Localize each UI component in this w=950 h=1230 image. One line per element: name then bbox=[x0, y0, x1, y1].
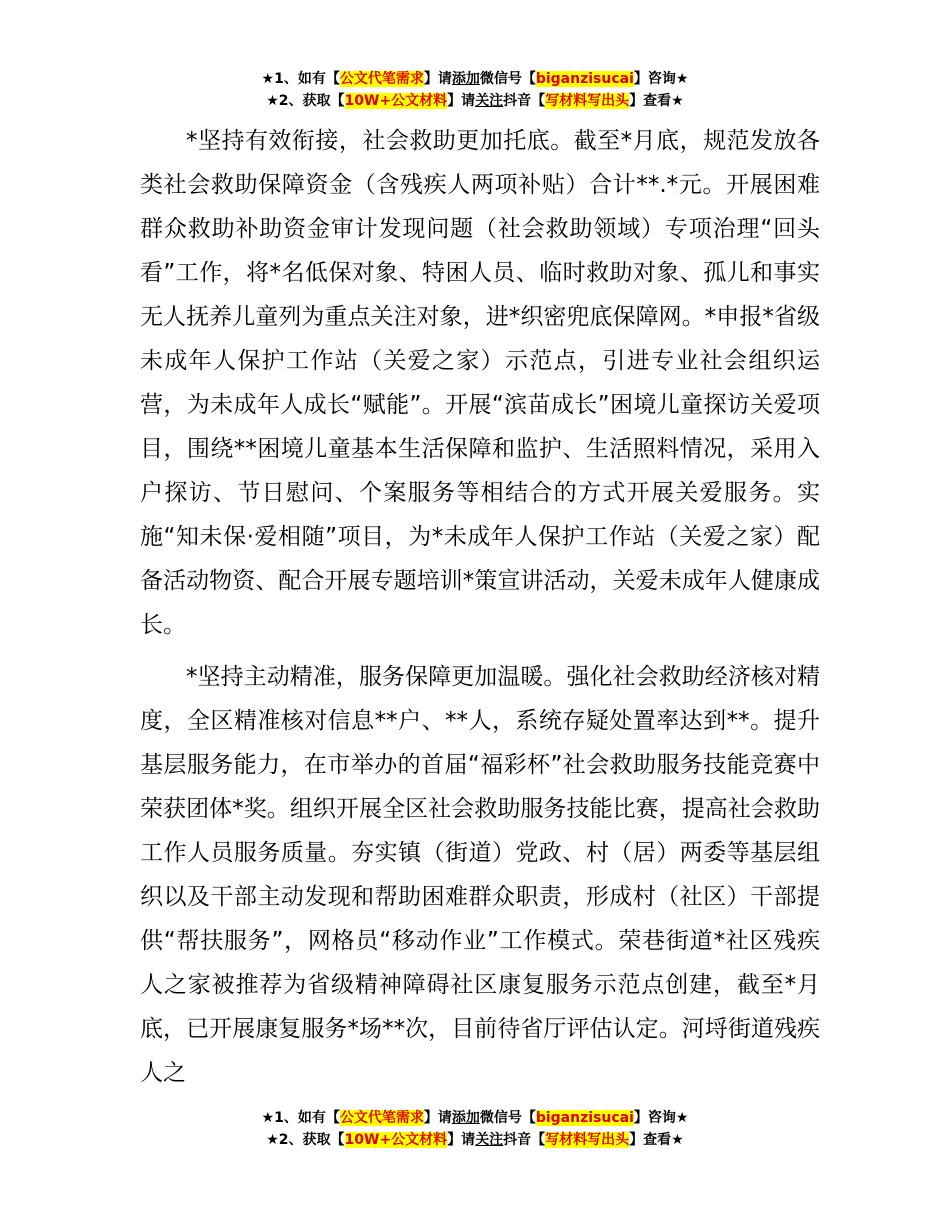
highlighted-douyin-account: 写材料写出头 bbox=[545, 93, 630, 109]
highlighted-materials: 10W+公文材料 bbox=[344, 93, 448, 109]
promo-text: ★1、如有【 bbox=[261, 1110, 340, 1126]
underlined-action: 关注 bbox=[475, 1132, 504, 1148]
highlighted-materials: 10W+公文材料 bbox=[344, 1132, 448, 1148]
promo-text: 微信号【 bbox=[479, 71, 536, 87]
promo-text: 】咨询★ bbox=[633, 71, 689, 87]
promo-line-1 bbox=[0, 1107, 950, 1129]
highlighted-service: 公文代笔需求 bbox=[339, 1110, 424, 1126]
highlighted-service: 公文代笔需求 bbox=[339, 71, 424, 87]
promo-text: 】请 bbox=[447, 93, 476, 109]
highlighted-wechat-id: biganzisucai bbox=[535, 1110, 634, 1126]
promo-text: ★2、获取【 bbox=[266, 1132, 345, 1148]
underlined-action: 关注 bbox=[475, 93, 504, 109]
promo-text: ★2、获取【 bbox=[266, 93, 345, 109]
promo-text: ★1、如有【 bbox=[261, 71, 340, 87]
promo-text: 抖音【 bbox=[503, 1132, 546, 1148]
highlighted-wechat-id: biganzisucai bbox=[535, 71, 634, 87]
promo-text: 】查看★ bbox=[629, 1132, 684, 1148]
body-paragraph-1: *坚持有效衔接，社会救助更加托底。截至*月底，规范发放各类社会救助保障资金（含残疾人两项补贴）合计**.*元。开展困难群众救助补助资金审计发现问题（社会救助领域）专项治理“回头看”工作，将*名低保对象、特困人员、临时救助对象、孤儿和事实无人抚养儿童列为重点关注对象，进*织密兜底保障网。*申报*省级未成年人保护工作站（关爱之家）示范点，引进专业社会组织运营，为未成年人成长“赋能”。开展“滨苗成长”困境儿童探访关爱项目，围绕**困境儿童基本生活保障和监护、生活照料情况，采用入户探访、节日慰问、个案服务等相结合的方式开展关爱服务。实施“知未保·爱相随”项目，为*未成年人保护工作站（关爱之家）配备活动物资、配合开展专题培训*策宣讲活动，关爱未成年人健康成长。 bbox=[140, 128, 820, 638]
promo-line-1 bbox=[0, 68, 950, 90]
underlined-action: 添加 bbox=[451, 71, 480, 87]
promo-text: 】咨询★ bbox=[633, 1110, 689, 1126]
promo-text: 抖音【 bbox=[503, 93, 546, 109]
top-promo-banner bbox=[0, 68, 950, 112]
document-body bbox=[140, 119, 820, 1095]
body-paragraph-2: *坚持主动精准，服务保障更加温暖。强化社会救助经济核对精度，全区精准核对信息**户、**人，系统存疑处置率达到**。提升基层服务能力，在市举办的首届“福彩杯”社会救助服务技能竞赛中荣获团体*奖。组织开展全区社会救助服务技能比赛，提高社会救助工作人员服务质量。夯实镇（街道）党政、村（居）两委等基层组织以及干部主动发现和帮助困难群众职责，形成村（社区）干部提供“帮扶服务”，网格员“移动作业”工作模式。荣巷街道*社区残疾人之家被推荐为省级精神障碍社区康复服务示范点创建，截至*月底，已开展康复服务*场**次，目前待省厅评估认定。河埒街道残疾人之 bbox=[140, 664, 820, 1086]
promo-text: 微信号【 bbox=[479, 1110, 536, 1126]
promo-text: 】请 bbox=[423, 1110, 452, 1126]
underlined-action: 添加 bbox=[451, 1110, 480, 1126]
promo-text: 】请 bbox=[447, 1132, 476, 1148]
promo-text: 】请 bbox=[423, 71, 452, 87]
bottom-promo-banner bbox=[0, 1107, 950, 1151]
highlighted-douyin-account: 写材料写出头 bbox=[545, 1132, 630, 1148]
promo-line-2 bbox=[0, 1129, 950, 1151]
promo-line-2 bbox=[0, 90, 950, 112]
promo-text: 】查看★ bbox=[629, 93, 684, 109]
